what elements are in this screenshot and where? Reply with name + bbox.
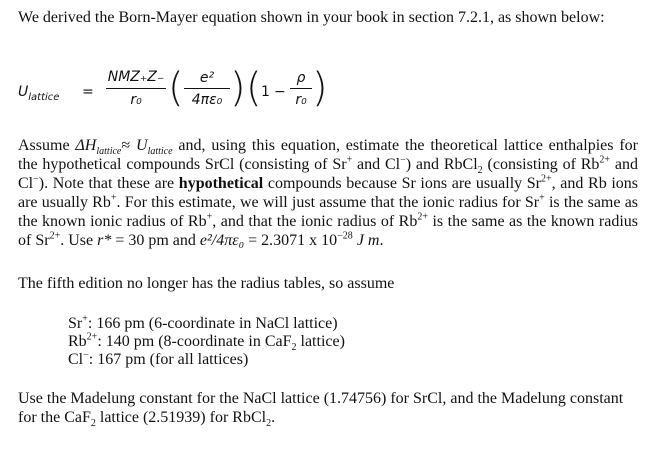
fraction-rho-numerator: ρ <box>296 70 306 86</box>
close-paren-icon: ) <box>312 65 328 111</box>
list-item: $Rb^{2+}$: 140 pm (8-coordinate in CaF$_2$ lattice) <box>68 331 345 354</box>
open-paren-icon: ( <box>168 65 184 111</box>
fifth-edition-note: The fifth edition no longer has the radius tables, so assume <box>18 275 395 292</box>
fraction-main-numerator: NMZ₊Z₋ <box>107 69 165 85</box>
born-mayer-equation <box>18 64 378 124</box>
list-item: Cl−: 167 pm (for all lattices) <box>68 349 249 368</box>
open-paren-icon: ( <box>246 65 262 111</box>
radii-list <box>68 315 345 369</box>
equation-fraction-main <box>106 66 166 111</box>
equation-lhs: $U_{lattice}$ <box>18 84 60 103</box>
close-paren-icon: ) <box>230 65 246 111</box>
fraction-rho-denominator: r₀ <box>295 92 307 108</box>
equation-one: 1 <box>261 84 270 100</box>
fraction-coulomb-numerator: e² <box>199 70 215 86</box>
list-item: Sr+: 166 pm (6-coordinate in NaCl lattice) <box>68 313 338 332</box>
hypothetical-emphasis: hypothetical <box>178 175 264 192</box>
fraction-main-denominator: r₀ <box>130 92 142 108</box>
madelung-paragraph: Use the Madelung constant for the NaCl lattice (1.74756) for SrCl, and the Madelung constant for the CaF$_2$ lattice (2.51939) for RbCl$_2$. <box>18 390 624 430</box>
equation-minus: − <box>274 84 286 100</box>
intro-paragraph: We derived the Born-Mayer equation shown in your book in section 7.2.1, as shown below: <box>18 9 605 26</box>
equation-fraction-coulomb <box>184 68 230 111</box>
equation-fraction-rho <box>290 68 312 111</box>
equation-equals: = <box>82 84 94 100</box>
fraction-coulomb-denominator: 4πε₀ <box>191 92 223 108</box>
assumption-paragraph: Assume $\Delta H_{lattice}\approx U_{lattice}$ and, using this equation, estimate the theoretical lattice enthalpies for the hypothetical compounds SrCl (consisting of Sr+ and Cl−) and RbCl$_2$ (consisting of $Rb^{2+}$ and Cl−). Note that these are hypothetical compounds because Sr ions are usually $Sr^{2+}$, and Rb ions are usually Rb+. For this estimate, we will just assume that the ionic radius for Sr+ is the same as the known ionic radius of Rb+, and that the ionic radius of $Rb^{2+}$ is the same as the known radius of $Sr^{2+}$. Use r* = 30 pm and e²/4πε₀ = 2.3071 x $10^{-28}$ J m. <box>18 137 639 249</box>
